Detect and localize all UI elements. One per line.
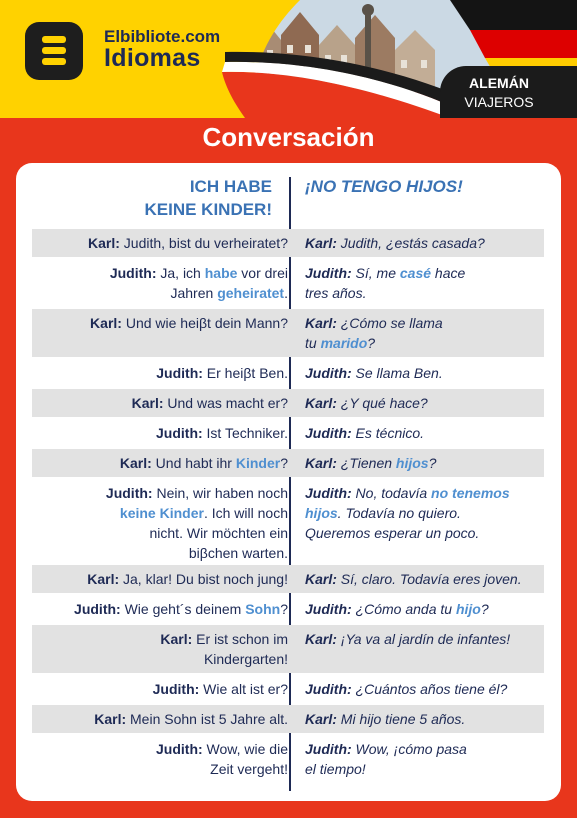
line-text: ¿Cuántos años tiene él? bbox=[351, 681, 508, 697]
spanish-line bbox=[305, 263, 544, 303]
dialogue-row bbox=[32, 419, 544, 447]
brand-site: Elbibliote.com bbox=[104, 27, 221, 46]
spanish-line bbox=[305, 423, 544, 443]
line-text: Es técnico. bbox=[351, 425, 425, 441]
course-language: ALEMÁN bbox=[469, 75, 529, 91]
speaker-name: Judith: bbox=[156, 741, 203, 757]
line-text: Sí, me bbox=[351, 265, 400, 281]
german-line bbox=[32, 483, 288, 563]
line-text: Se llama Ben. bbox=[351, 365, 443, 381]
line-text: Nein, wir haben noch bbox=[156, 485, 288, 501]
speaker-name: Karl: bbox=[305, 455, 337, 471]
spanish-line bbox=[305, 679, 544, 699]
course-badge bbox=[440, 66, 577, 118]
brand-name: Idiomas bbox=[104, 44, 201, 72]
german-line bbox=[32, 453, 288, 473]
spanish-line bbox=[305, 739, 544, 779]
line-text: Ja, klar! Du bist noch jung! bbox=[119, 571, 288, 587]
speaker-name: Karl: bbox=[160, 631, 193, 647]
line-text: . Ich will noch nicht. Wir möchten ein biβchen warten. bbox=[149, 505, 288, 561]
dialogue-row bbox=[32, 259, 544, 307]
speaker-name: Karl: bbox=[131, 395, 164, 411]
speaker-name: Judith: bbox=[156, 425, 203, 441]
header-banner bbox=[0, 0, 577, 118]
line-text: Und habt ihr bbox=[151, 455, 236, 471]
dialogue-row bbox=[32, 389, 544, 417]
logo bbox=[25, 22, 83, 80]
page-title: Conversación bbox=[202, 122, 375, 152]
vocabulary-highlight: no tenemos hijos bbox=[305, 485, 510, 521]
line-text: ? bbox=[280, 455, 288, 471]
dialogue-row bbox=[32, 309, 544, 357]
german-line bbox=[32, 363, 288, 383]
spanish-line bbox=[305, 453, 544, 473]
dialogue-row bbox=[32, 625, 544, 673]
spanish-line bbox=[305, 599, 544, 619]
line-text: hace tres años. bbox=[305, 265, 466, 301]
german-line bbox=[32, 393, 288, 413]
dialogue-row bbox=[32, 595, 544, 623]
speaker-name: Karl: bbox=[90, 315, 122, 331]
german-title-text: ICH HABE KEINE KINDER! bbox=[144, 177, 272, 219]
speaker-name: Judith: bbox=[305, 741, 352, 757]
line-text: ? bbox=[428, 455, 437, 471]
vocabulary-highlight: marido bbox=[320, 335, 368, 351]
line-text: Ist Techniker. bbox=[202, 425, 288, 441]
dialogue-row bbox=[32, 735, 544, 785]
spanish-line bbox=[305, 363, 544, 383]
speaker-name: Judith: bbox=[305, 485, 352, 501]
vocabulary-highlight: keine Kinder bbox=[119, 505, 204, 521]
line-text: Judith, ¿estás casada? bbox=[336, 235, 485, 251]
speaker-name: Karl: bbox=[305, 631, 337, 647]
speaker-name: Judith: bbox=[305, 265, 352, 281]
speaker-name: Karl: bbox=[305, 315, 337, 331]
line-text: Wow, wie die Zeit vergeht! bbox=[206, 741, 288, 777]
line-text: Er heiβt Ben. bbox=[202, 365, 288, 381]
speaker-name: Karl: bbox=[87, 571, 120, 587]
speaker-name: Judith: bbox=[305, 365, 352, 381]
speaker-name: Karl: bbox=[87, 235, 120, 251]
german-line bbox=[32, 423, 288, 443]
vocabulary-highlight: geheiratet bbox=[217, 285, 285, 301]
line-text: Und was macht er? bbox=[163, 395, 288, 411]
speaker-name: Karl: bbox=[94, 711, 127, 727]
speaker-name: Judith: bbox=[105, 485, 153, 501]
german-line bbox=[32, 233, 288, 253]
line-text: Ja, ich bbox=[156, 265, 205, 281]
dialogue-row bbox=[32, 565, 544, 593]
line-text: ¿Cómo anda tu bbox=[351, 601, 456, 617]
dialogue-row bbox=[32, 359, 544, 387]
line-text: ? bbox=[280, 601, 288, 617]
speaker-name: Judith: bbox=[305, 601, 352, 617]
german-line bbox=[32, 739, 288, 779]
spanish-line bbox=[305, 393, 544, 413]
speaker-name: Judith: bbox=[305, 425, 352, 441]
speaker-name: Karl: bbox=[119, 455, 152, 471]
dialogue-row bbox=[32, 229, 544, 257]
spanish-line bbox=[305, 569, 544, 589]
line-text: ? bbox=[480, 601, 489, 617]
spanish-line bbox=[305, 709, 544, 729]
speaker-name: Judith: bbox=[74, 601, 121, 617]
line-text: ¡Ya va al jardín de infantes! bbox=[336, 631, 511, 647]
speaker-name: Judith: bbox=[109, 265, 157, 281]
dialogue-card bbox=[16, 163, 561, 801]
spanish-line bbox=[305, 313, 544, 353]
speaker-name: Karl: bbox=[305, 235, 337, 251]
dialogue-row bbox=[32, 449, 544, 477]
speaker-name: Judith: bbox=[156, 365, 203, 381]
german-line bbox=[32, 569, 288, 589]
german-line bbox=[32, 709, 288, 729]
line-text: Judith, bist du verheiratet? bbox=[119, 235, 288, 251]
speaker-name: Judith: bbox=[152, 681, 200, 697]
german-line bbox=[32, 313, 288, 333]
vocabulary-highlight: Sohn bbox=[245, 601, 281, 617]
line-text: Wie alt ist er? bbox=[199, 681, 288, 697]
spanish-line bbox=[305, 629, 544, 649]
line-text: . Todavía no quiero. Queremos esperar un poco. bbox=[305, 505, 480, 541]
line-text: Er ist schon im Kindergarten! bbox=[196, 631, 288, 667]
speaker-name: Judith: bbox=[305, 681, 352, 697]
line-text: Sí, claro. Todavía eres joven. bbox=[336, 571, 522, 587]
speaker-name: Karl: bbox=[305, 395, 337, 411]
german-line bbox=[32, 263, 288, 303]
line-text: Wie geht´s deinem bbox=[120, 601, 246, 617]
vocabulary-highlight: hijos bbox=[395, 455, 429, 471]
line-text: ¿Tienen bbox=[336, 455, 396, 471]
course-level: VIAJEROS bbox=[464, 94, 534, 110]
vocabulary-highlight: hijo bbox=[455, 601, 481, 617]
dialogue-row bbox=[32, 479, 544, 563]
german-line bbox=[32, 599, 288, 619]
spanish-line bbox=[305, 233, 544, 253]
spanish-line bbox=[305, 483, 544, 543]
vocabulary-highlight: casé bbox=[399, 265, 432, 281]
dialogue-row bbox=[32, 675, 544, 703]
line-text: vor drei Jahren bbox=[170, 265, 288, 301]
german-line bbox=[32, 679, 288, 699]
line-text: ¿Cómo se llama tu bbox=[305, 315, 443, 351]
line-text: No, todavía bbox=[351, 485, 432, 501]
line-text: ? bbox=[367, 335, 376, 351]
line-text: ¿Y qué hace? bbox=[336, 395, 428, 411]
german-line bbox=[32, 629, 288, 669]
german-column-title bbox=[106, 175, 272, 221]
speaker-name: Karl: bbox=[305, 711, 337, 727]
dialogue-row bbox=[32, 705, 544, 733]
line-text: Mein Sohn ist 5 Jahre alt. bbox=[126, 711, 288, 727]
line-text: Mi hijo tiene 5 años. bbox=[336, 711, 466, 727]
line-text: . bbox=[284, 285, 288, 301]
line-text: Wow, ¡cómo pasa el tiempo! bbox=[305, 741, 467, 777]
vocabulary-highlight: Kinder bbox=[235, 455, 281, 471]
vocabulary-highlight: habe bbox=[204, 265, 238, 281]
spanish-column-title: ¡NO TENGO HIJOS! bbox=[305, 177, 463, 196]
line-text: Und wie heiβt dein Mann? bbox=[121, 315, 288, 331]
speaker-name: Karl: bbox=[305, 571, 337, 587]
